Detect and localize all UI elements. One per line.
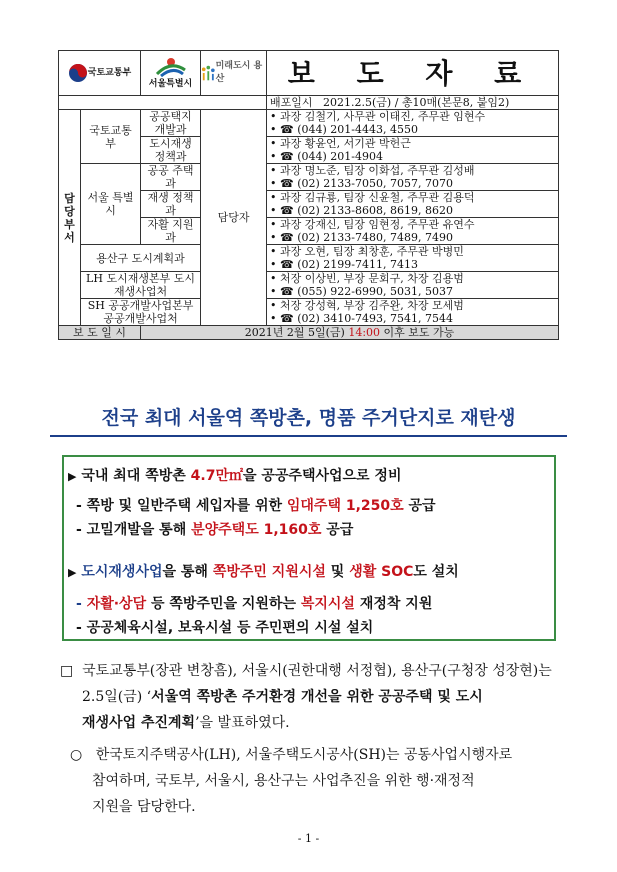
paragraph-2: ○ 한국토지주택공사(LH), 서울주택도시공사(SH)는 공동사업시행자로 참여하며, 국토부, 서울시, 용산구는 사업추진을 위한 행·재정적 지원을 담당한다. (70, 747, 513, 815)
contact-cell: • 과장 김철기, 사무관 이태진, 주무관 임현수 • ☎ (044) 201-4443, 4550 (267, 110, 559, 137)
summary-dash: - 쪽방 및 일반주택 세입자를 위한 임대주택 1,250호 공급 (76, 498, 436, 514)
division-name: 공공택지 개발과 (141, 110, 201, 137)
seoul-symbol-icon (153, 56, 189, 78)
seoul-logo (141, 51, 201, 96)
release-label: 보 도 일 시 (59, 326, 141, 340)
square-bullet-icon: □ (60, 663, 74, 679)
logo-text: 서울특별시 (148, 78, 193, 89)
press-title: 보 도 자 료 (267, 51, 559, 96)
logo-text: 국토교통부 (87, 67, 132, 78)
molit-logo (59, 51, 141, 96)
division-name: 공공 주택과 (141, 164, 201, 191)
contact-cell: • 처장 이상빈, 부장 문회구, 차장 김용범 • ☎ (055) 922-6990, 5031, 5037 (267, 272, 559, 299)
summary-bullet: ▶ 도시재생사업을 통해 쪽방주민 지원시설 및 생활 SOC도 설치 (68, 564, 459, 580)
contact-cell: • 과장 오현, 팀장 최창훈, 주무관 박병민 • ☎ (02) 2199-7411, 7413 (267, 245, 559, 272)
headline: 전국 최대 서울역 쪽방촌, 명품 주거단지로 재탄생 (50, 403, 567, 437)
taeguk-icon (68, 63, 88, 83)
contact-cell: • 과장 김규룡, 팀장 신윤철, 주무관 김용덕 • ☎ (02) 2133-8608, 8619, 8620 (267, 191, 559, 218)
division-name: 재생 정책과 (141, 191, 201, 218)
division-name: 용산구 도시계획과 (81, 245, 201, 272)
summary-dash: - 자활·상담 등 쪽방주민을 지원하는 복지시설 재정착 지원 (76, 596, 433, 612)
paragraph-1: □ 국토교통부(장관 변창흠), 서울시(권한대행 서정협), 용산구(구청장 성장현)는 2.5일(금) ‘서울역 쪽방촌 주거환경 개선을 위한 공공주택 및 도시 재생사업 추진계획’을 발표하였다. (60, 663, 552, 731)
contact-cell: • 과장 황윤언, 서기관 박헌근 • ☎ (044) 201-4904 (267, 137, 559, 164)
division-name: LH 도시재생본부 도시재생사업처 (81, 272, 201, 299)
division-name: SH 공공개발사업본부 공공개발사업처 (81, 299, 201, 326)
division-name: 자활 지원과 (141, 218, 201, 245)
release-time: 2021년 2월 5일(금) 14:00 이후 보도 가능 (141, 326, 559, 340)
press-release-header-table (58, 50, 559, 340)
division-name: 도시재생 정책과 (141, 137, 201, 164)
group-molit: 국토교통부 (81, 110, 141, 164)
contact-cell: • 과장 명노준, 팀장 이화섭, 주무관 김성배 • ☎ (02) 2133-7050, 7057, 7070 (267, 164, 559, 191)
triangle-bullet-icon: ▶ (68, 470, 77, 483)
contact-cell: • 과장 강재신, 팀장 임현정, 주무관 유연수 • ☎ (02) 2133-7480, 7489, 7490 (267, 218, 559, 245)
circle-bullet-icon: ○ (70, 747, 83, 763)
group-seoul: 서울 특별시 (81, 164, 141, 245)
summary-bullet: ▶ 국내 최대 쪽방촌 4.7만㎡을 공공주택사업으로 정비 (68, 468, 402, 484)
contact-cell: • 처장 강성혁, 부장 김주완, 차장 모세범 • ☎ (02) 3410-7493, 7541, 7544 (267, 299, 559, 326)
summary-dash: - 고밀개발을 통해 분양주택도 1,160호 공급 (76, 522, 354, 538)
yongsan-symbol-icon (201, 63, 216, 83)
yongsan-logo (201, 51, 267, 96)
summary-dash: - 공공체육시설, 보육시설 등 주민편의 시설 설치 (76, 620, 374, 636)
release-date: 배포일시 2021.2.5(금) / 총10매(본문8, 붙임2) (267, 96, 559, 110)
logo-text: 미래도시 용산 (215, 61, 263, 84)
triangle-bullet-icon: ▶ (68, 566, 77, 579)
summary-box (62, 455, 556, 641)
contact-label: 담당자 (201, 110, 267, 326)
dept-label: 담당부서 (59, 110, 81, 326)
page-number: - 1 - (297, 832, 320, 845)
